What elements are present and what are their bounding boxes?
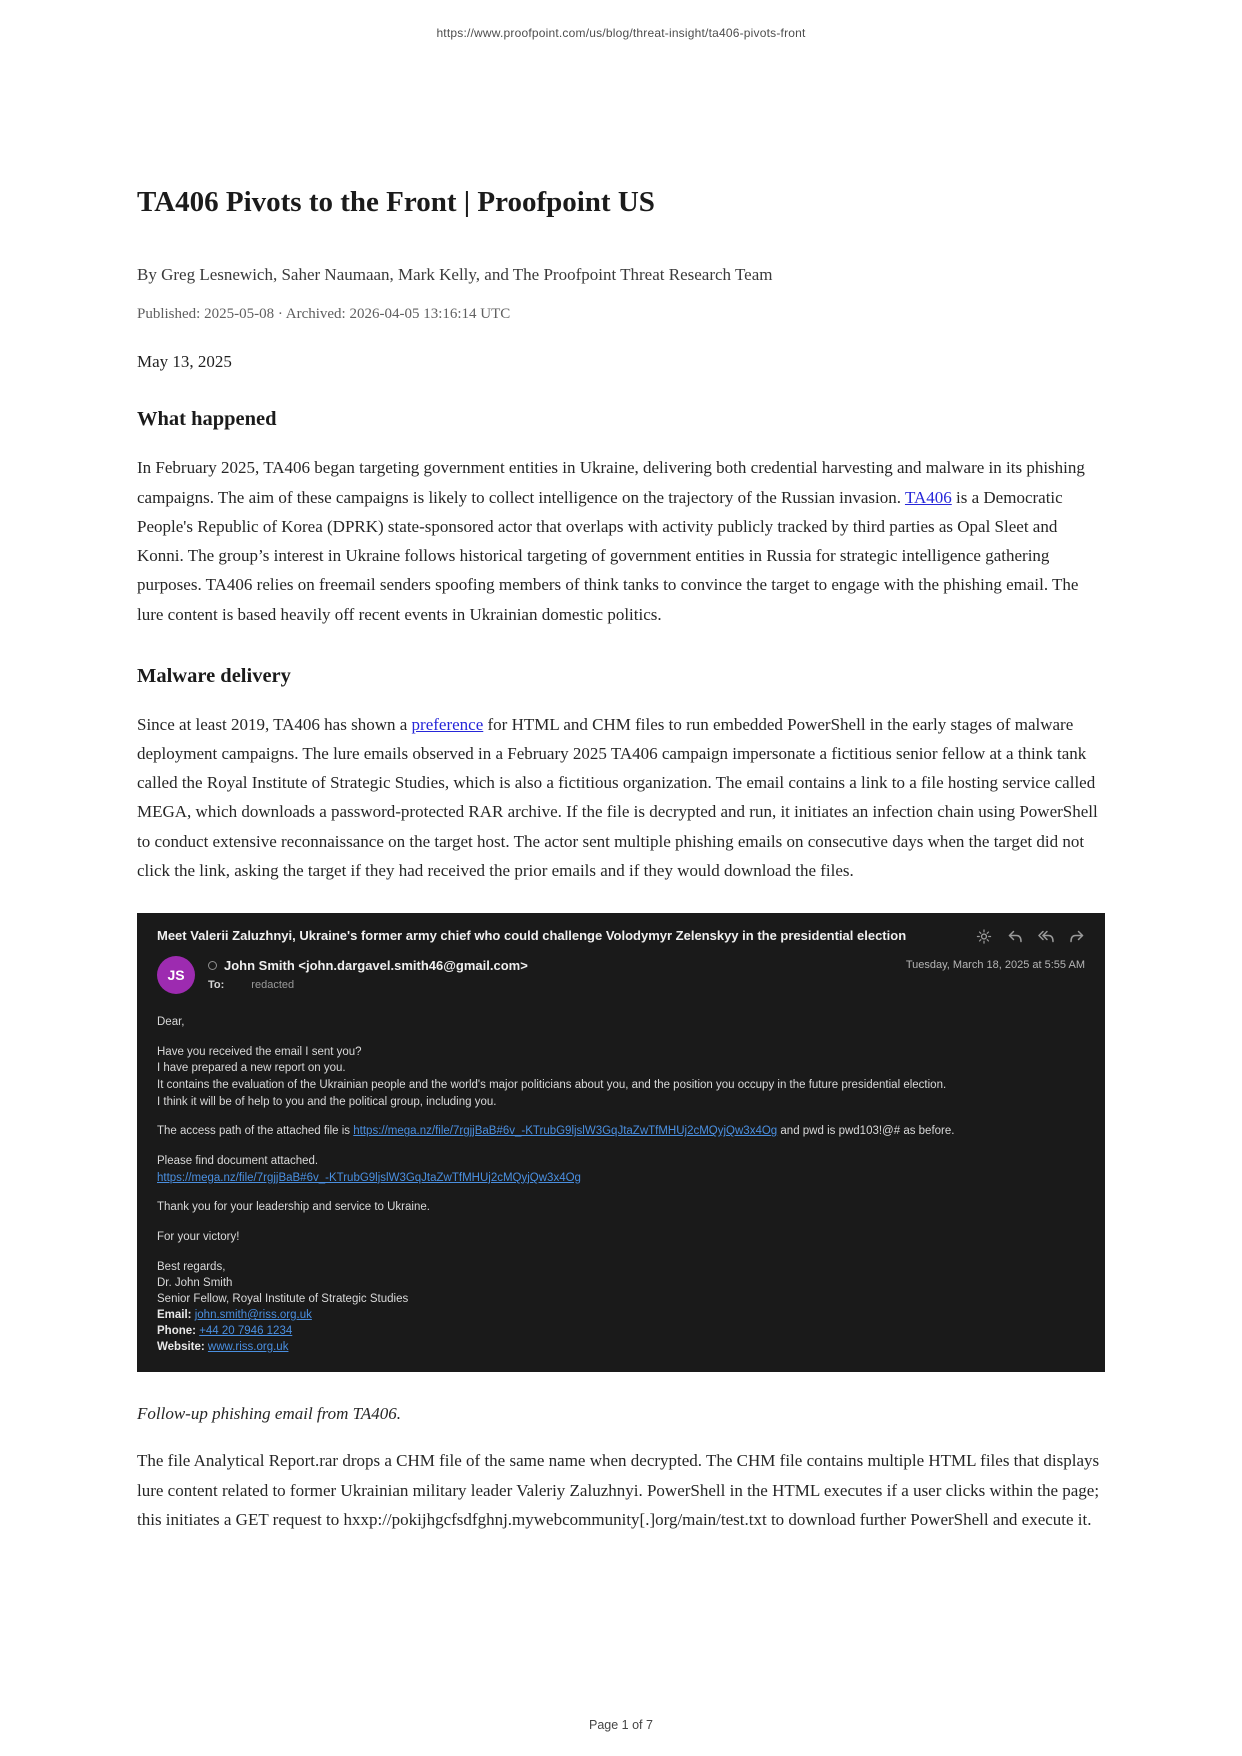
email-body (157, 1014, 1085, 1355)
sig-line: Best regards, (157, 1260, 226, 1273)
section-heading-malware-delivery: Malware delivery (137, 664, 291, 687)
email-action-buttons (976, 928, 1085, 944)
paragraph-text: In February 2025, TA406 began targeting government entities in Ukraine, delivering both credential harvesting and malware in its phishing campaigns. The aim of these campaigns is likely to collect intelligence on the trajectory of the Russian invasion. (137, 458, 1085, 507)
preference-link[interactable]: preference (411, 714, 484, 734)
email-line: and pwd is pwd103!@# as before. (777, 1125, 955, 1138)
email-sender: John Smith <john.dargavel.smith46@gmail.com> (224, 958, 528, 974)
phishing-email-screenshot (137, 913, 1105, 1372)
sender-status-icon (208, 961, 217, 970)
print-url-header: https://www.proofpoint.com/us/blog/threat-insight/ta406-pivots-front (436, 26, 806, 40)
signature-phone-link[interactable]: +44 20 7946 1234 (199, 1325, 293, 1338)
sig-email-label: Email: (157, 1309, 192, 1322)
mega-file-link[interactable]: https://mega.nz/file/7rgjjBaB#6v_-KTrubG9ljslW3GqJtaZwTfMHUj2cMQyjQw3x4Og (157, 1171, 581, 1184)
paragraph-malware-delivery (137, 710, 1105, 885)
email-victory-line: For your victory! (157, 1231, 240, 1244)
paragraph-text: for HTML and CHM files to run embedded PowerShell in the early stages of malware deployment campaigns. The lure emails observed in a February 2025 TA406 campaign impersonate a fictitious senior fellow at a think tank called the Royal Institute of Strategic Studies, which is also a fictitious organization. The email contains a link to a file hosting service called MEGA, which downloads a password-protected RAR archive. If the file is decrypted and run, it initiates an infection chain using PowerShell to conduct extensive reconnaissance on the target host. The actor sent multiple phishing emails on consecutive days when the target did not click the link, asking the target if they had received the prior emails and if they would download the files. (137, 714, 1098, 880)
email-signature (157, 1259, 1085, 1356)
published-archived-meta: Published: 2025-05-08 · Archived: 2026-04-05 13:16:14 UTC (137, 306, 511, 323)
page-number-footer: Page 1 of 7 (589, 1718, 653, 1732)
paragraph-chm-details: The file Analytical Report.rar drops a CHM file of the same name when decrypted. The CHM file contains multiple HTML files that displays lure content related to former Ukrainian military leader Valeriy Zaluzhnyi. PowerShell in the HTML executes if a user clicks within the page; this initiates a GET request to hxxp://pokijhgcfsdfghnj.mywebcommunity[.]org/main/test.txt to download further PowerShell and execute it. (137, 1451, 1100, 1529)
email-greeting: Dear, (157, 1016, 185, 1029)
signature-website-link[interactable]: www.riss.org.uk (207, 1341, 289, 1354)
to-line (208, 979, 906, 991)
to-label: To: (208, 979, 225, 992)
to-value: redacted (251, 979, 295, 992)
signature-email-link[interactable]: john.smith@riss.org.uk (194, 1309, 312, 1322)
sig-website-label: Website: (157, 1341, 205, 1354)
email-header-row (157, 956, 1085, 994)
sig-phone-label: Phone: (157, 1325, 196, 1338)
paragraph-what-happened (137, 453, 1105, 628)
email-line: I think it will be of help to you and the political group, including you. (157, 1095, 497, 1108)
article (137, 0, 1105, 1534)
paragraph-text: Since at least 2019, TA406 has shown a (137, 714, 412, 734)
email-line: Have you received the email I sent you? (157, 1045, 362, 1058)
mega-file-link[interactable]: https://mega.nz/file/7rgjjBaB#6v_-KTrubG9ljslW3GqJtaZwTfMHUj2cMQyjQw3x4Og (353, 1125, 778, 1138)
section-heading-what-happened: What happened (137, 408, 277, 431)
sig-line: Dr. John Smith (157, 1276, 233, 1289)
sig-phone-line (157, 1323, 1085, 1339)
figure-caption: Follow-up phishing email from TA406. (137, 1404, 401, 1424)
page-title: TA406 Pivots to the Front | Proofpoint US (137, 186, 655, 218)
email-attachment-line (157, 1153, 1085, 1186)
forward-icon[interactable] (1069, 929, 1085, 944)
email-subject: Meet Valerii Zaluzhnyi, Ukraine's former army chief who could challenge Volodymyr Zelenskyy in the presidential election (157, 928, 907, 944)
email-top-row (157, 928, 1085, 945)
email-line: It contains the evaluation of the Ukrainian people and the world's major politicians about you, and the position you occupy in the future presidential election. (157, 1079, 947, 1092)
email-access-line (157, 1123, 1085, 1140)
brightness-icon[interactable] (976, 929, 992, 944)
sig-email-line (157, 1307, 1085, 1323)
email-line: Please find document attached. (157, 1155, 319, 1168)
sig-website-line (157, 1339, 1085, 1355)
article-date: May 13, 2025 (137, 352, 232, 372)
sender-line (208, 958, 906, 973)
sig-line: Senior Fellow, Royal Institute of Strategic Studies (157, 1292, 409, 1305)
ta406-link[interactable]: TA406 (904, 487, 952, 507)
email-date: Tuesday, March 18, 2025 at 5:55 AM (905, 959, 1085, 972)
avatar: JS (157, 956, 195, 994)
reply-icon[interactable] (1007, 929, 1023, 944)
email-line: I have prepared a new report on you. (157, 1062, 346, 1075)
sender-block (208, 956, 906, 994)
reply-all-icon[interactable] (1038, 929, 1054, 944)
paragraph-text: is a Democratic People's Republic of Korea (DPRK) state-sponsored actor that overlaps with activity publicly tracked by third parties as Opal Sleet and Konni. The group’s interest in Ukraine follows historical targeting of government entities in Russia for strategic intelligence gathering purposes. TA406 relies on freemail senders spoofing members of think tanks to convince the target to engage with the phishing email. The lure content is based heavily off recent events in Ukrainian domestic politics. (137, 487, 1079, 624)
email-thanks-line: Thank you for your leadership and service to Ukraine. (157, 1201, 430, 1214)
byline: By Greg Lesnewich, Saher Naumaan, Mark Kelly, and The Proofpoint Threat Research Team (137, 265, 773, 285)
email-line: The access path of the attached file is (157, 1125, 354, 1138)
email-paragraph (157, 1044, 1085, 1111)
